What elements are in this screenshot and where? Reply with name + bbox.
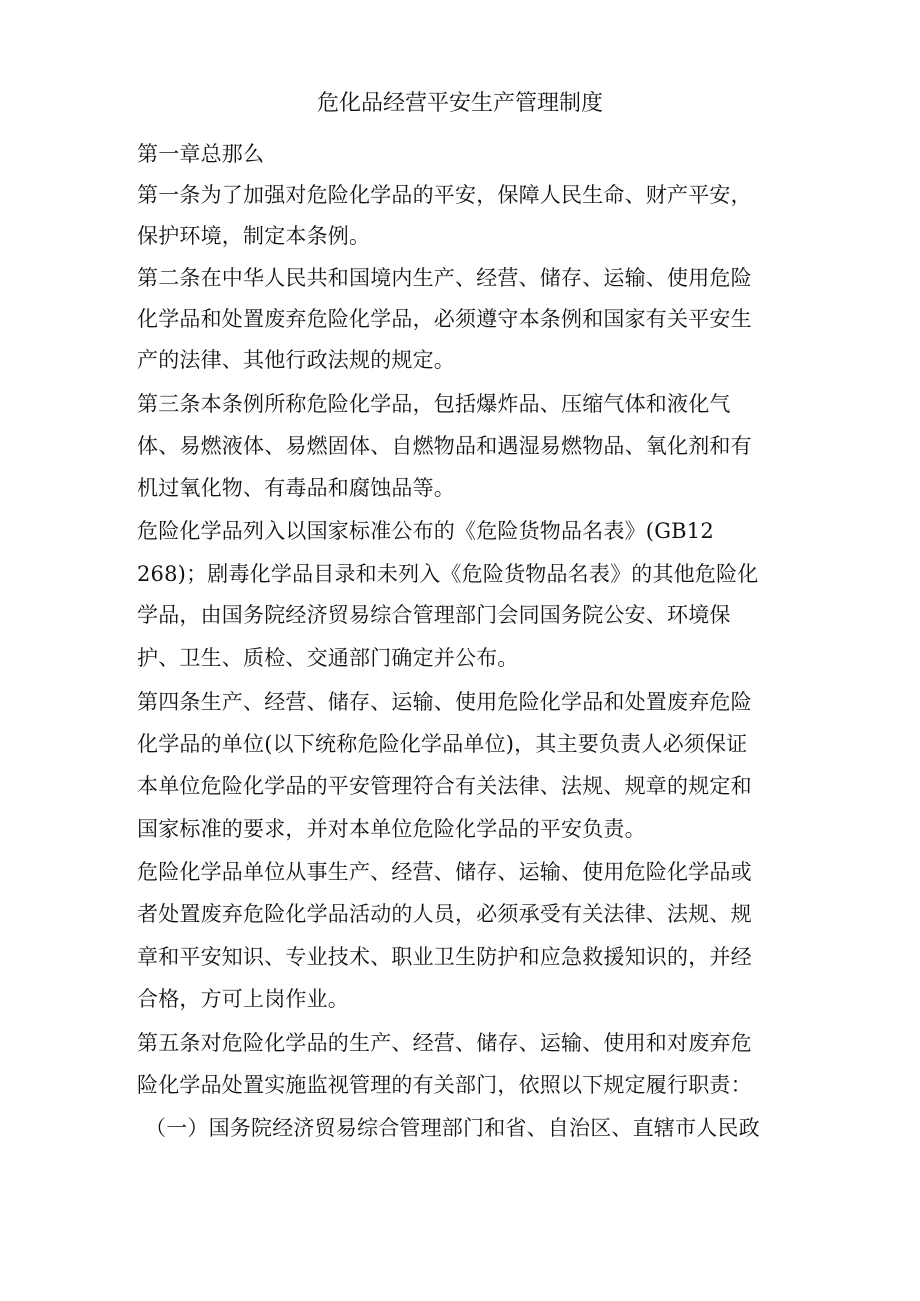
text-line: 化学品和处置废弃危险化学品，必须遵守本条例和国家有关平安生 [137,307,752,331]
text-line: 第三条本条例所称危险化学品，包括爆炸品、压缩气体和液化气 [137,392,731,416]
text-line: 产的法律、其他行政法规的规定。 [137,348,455,372]
text-line: 危险化学品单位从事生产、经营、储存、运输、使用危险化学品或 [137,860,752,884]
text-line: （一）国务院经济贸易综合管理部门和省、自治区、直辖市人民政 [145,1116,760,1140]
text-line: 险化学品处置实施监视管理的有关部门，依照以下规定履行职责： [137,1073,752,1097]
text-line: 学品，由国务院经济贸易综合管理部门会同国务院公安、环境保 [137,603,731,627]
text-line: 体、易燃液体、易燃固体、自燃物品和遇湿易燃物品、氧化剂和有 [137,434,752,458]
document-title: 危化品经营平安生产管理制度 [316,91,603,116]
text-line: 本单位危险化学品的平安管理符合有关法律、法规、规章的规定和 [137,774,752,798]
text-line: 第一条为了加强对危险化学品的平安，保障人民生命、财产平安， [137,183,752,207]
text-line: 危险化学品列入以国家标准公布的《危险货物品名表》(GB12 [137,519,714,543]
text-line: 机过氧化物、有毒品和腐蚀品等。 [137,476,455,500]
chapter-heading: 第一章总那么 [137,142,265,166]
text-line: 第二条在中华人民共和国境内生产、经营、储存、运输、使用危险 [137,266,752,290]
text-line: 第五条对危险化学品的生产、经营、储存、运输、使用和对废弃危 [137,1031,752,1055]
text-line: 保护环境，制定本条例。 [137,224,371,248]
text-line: 护、卫生、质检、交通部门确定并公布。 [137,646,519,670]
text-line: 合格，方可上岗作业。 [137,987,349,1011]
text-line: 章和平安知识、专业技术、职业卫生防护和应急救援知识的，并经 [137,945,752,969]
text-line: 化学品的单位(以下统称危险化学品单位)，其主要负责人必须保证 [137,732,748,756]
text-line: 第四条生产、经营、储存、运输、使用危险化学品和处置废弃危险 [137,690,752,714]
text-line: 268)；剧毒化学品目录和未列入《危险货物品名表》的其他危险化 [137,562,759,586]
text-line: 者处置废弃危险化学品活动的人员，必须承受有关法律、法规、规 [137,902,752,926]
text-line: 国家标准的要求，并对本单位危险化学品的平安负责。 [137,817,646,841]
